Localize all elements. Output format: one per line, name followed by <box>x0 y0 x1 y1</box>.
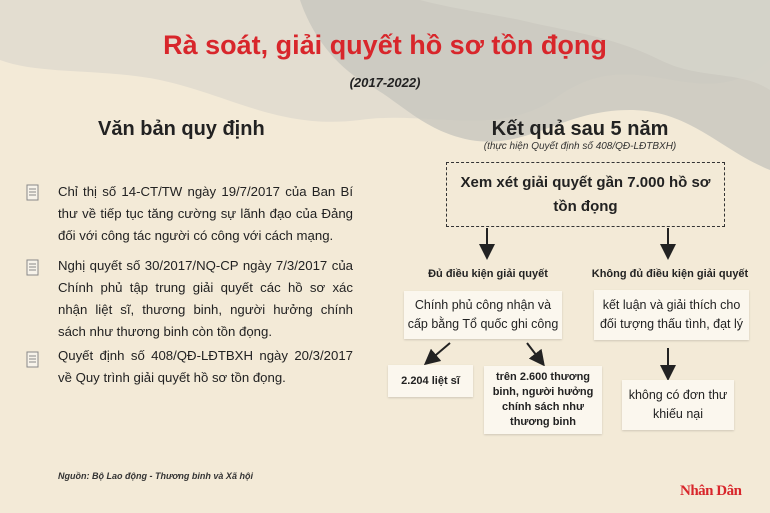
document-item: Quyết định số 408/QĐ-LĐTBXH ngày 20/3/2017 về Quy trình giải quyết hồ sơ tồn đọng. <box>58 348 353 385</box>
arrow-to-result-1 <box>430 343 450 360</box>
right-subheading: (thực hiện Quyết định số 408/QĐ-LĐTBXH) <box>483 141 677 152</box>
right-heading: Kết quả sau 5 năm <box>491 118 669 140</box>
document-item: Nghị quyết số 30/2017/NQ-CP ngày 7/3/2017 của Chính phủ tập trung giải quyết các hồ sơ xác nhận liệt sĩ, thương binh, người hưởng chính sách như thương binh còn tồn đọng. <box>58 258 353 339</box>
arrow-to-result-2 <box>527 343 540 360</box>
main-result-box: Xem xét giải quyết gần 7.000 hồ sơ tồn đọng <box>446 162 725 227</box>
document-item: Chỉ thị số 14-CT/TW ngày 19/7/2017 của Ban Bí thư về tiếp tục tăng cường sự lãnh đạo của Đảng đối với công tác người có công với cách mạng. <box>58 184 353 243</box>
left-heading: Văn bản quy định <box>98 118 265 140</box>
brand-logo: Nhân Dân <box>680 483 742 499</box>
result-martyrs: 2.204 liệt sĩ <box>388 365 473 397</box>
ineligible-note: kết luận và giải thích cho đối tượng thấu tình, đạt lý <box>594 290 749 340</box>
source-note: Nguồn: Bộ Lao động - Thương binh và Xã hội <box>58 471 253 481</box>
page-subtitle: (2017-2022) <box>349 75 421 90</box>
result-invalids: trên 2.600 thương binh, người hưởng chính sách như thương binh <box>484 366 602 434</box>
eligible-note: Chính phủ công nhận và cấp bằng Tổ quốc ghi công <box>404 291 562 339</box>
branch-ineligible-label: Không đủ điều kiện giải quyết <box>591 268 749 280</box>
branch-eligible-label: Đủ điều kiện giải quyết <box>428 268 548 280</box>
result-no-complaints: không có đơn thư khiếu nại <box>622 380 734 430</box>
page-title: Rà soát, giải quyết hồ sơ tồn đọng <box>163 30 607 60</box>
